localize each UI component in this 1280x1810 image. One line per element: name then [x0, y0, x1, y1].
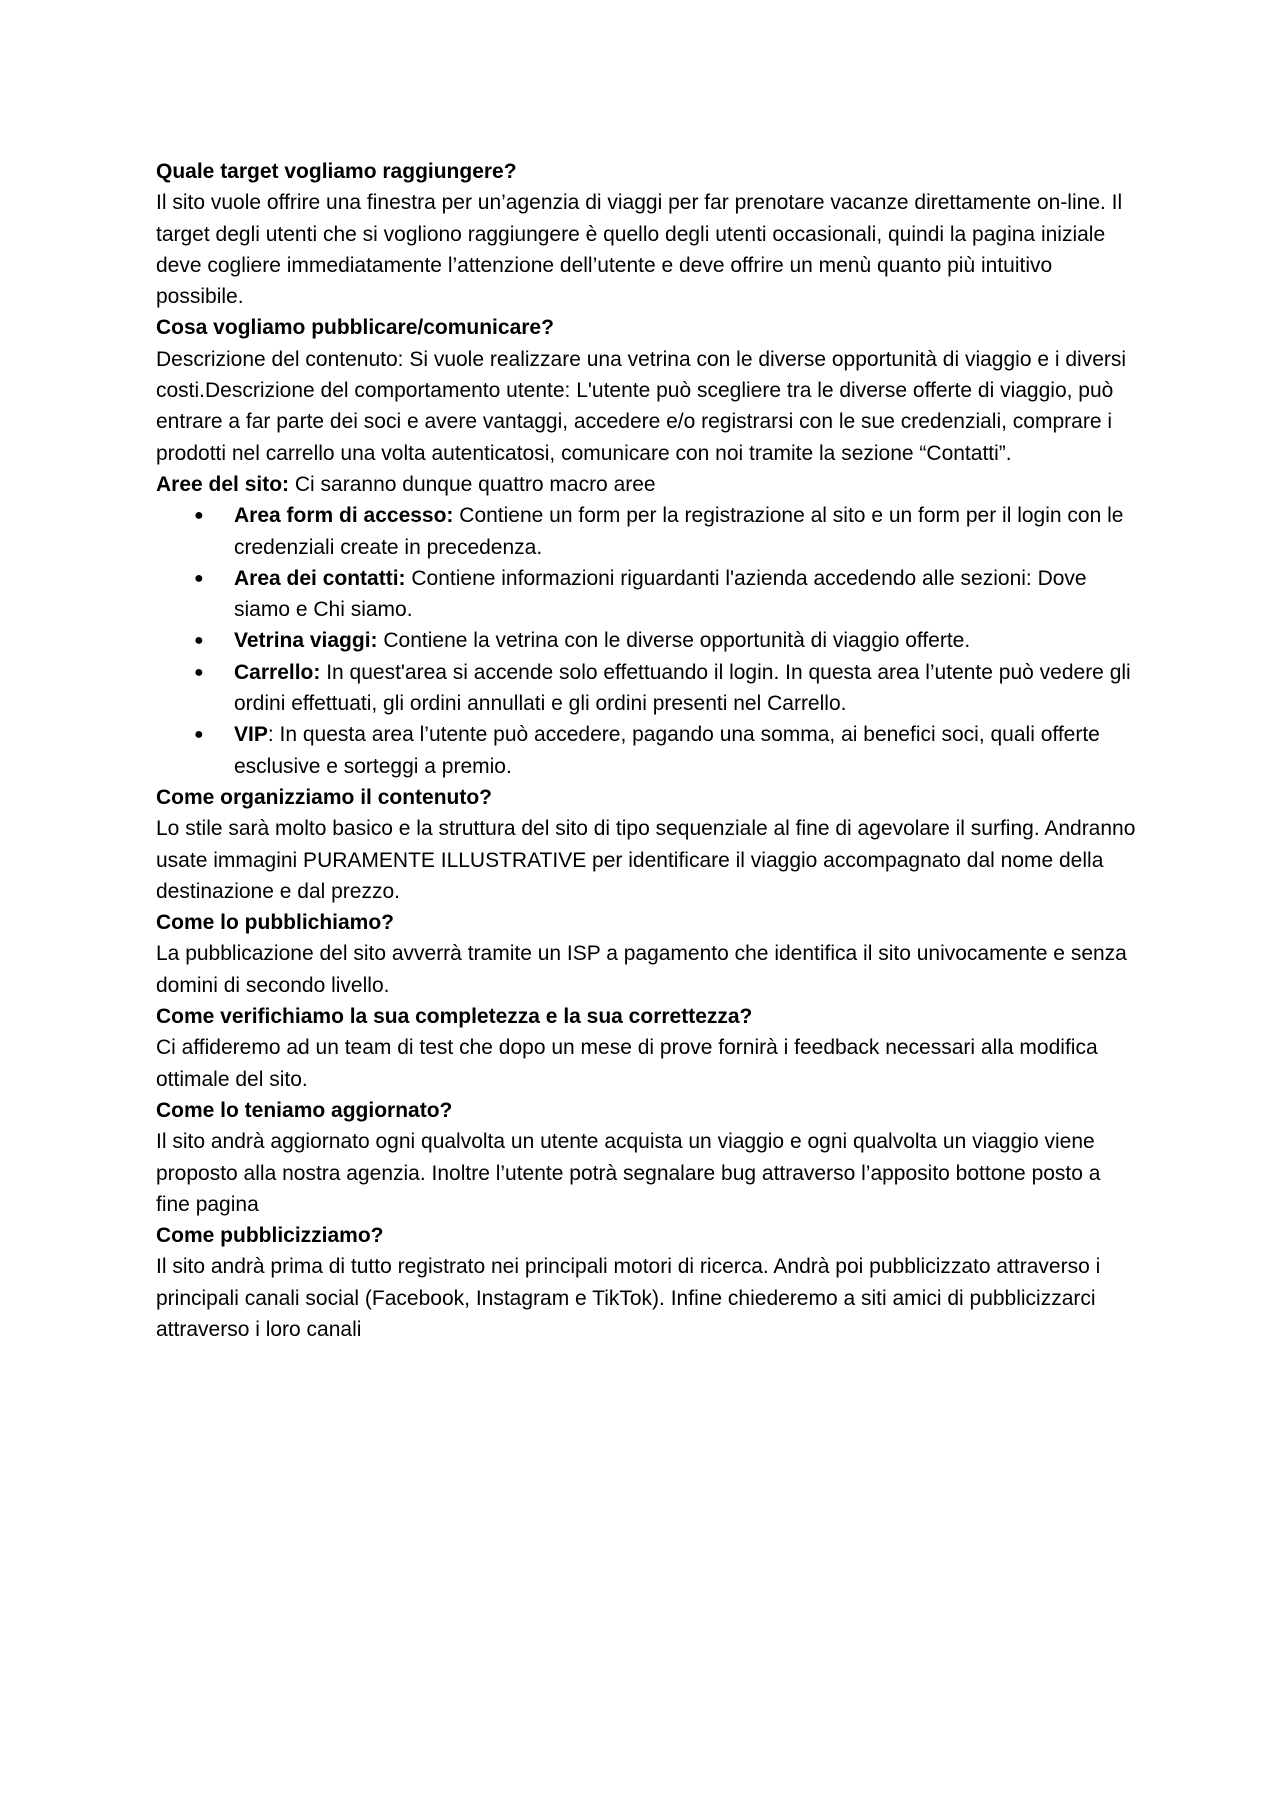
- section-heading-updates: Come lo teniamo aggiornato?: [156, 1098, 453, 1122]
- list-item: [156, 719, 1136, 782]
- section-body-publishing: La pubblicazione del sito avverrà tramite un ISP a pagamento che identifica il sito univocamente e senza domini di secondo livello.: [156, 942, 1127, 997]
- list-item-title: Area dei contatti:: [234, 566, 406, 590]
- areas-intro: [156, 469, 1136, 500]
- section-heading-target: Quale target vogliamo raggiungere?: [156, 160, 517, 183]
- section-heading-organization: Come organizziamo il contenuto?: [156, 785, 493, 809]
- list-item-text: : In questa area l’utente può accedere, pagando una somma, ai benefici soci, quali offerte esclusive e sorteggi a premio.: [234, 723, 1100, 778]
- list-item-text: In quest'area si accende solo effettuando il login. In questa area l’utente può vedere gli ordini effettuati, gli ordini annullati e gli ordini presenti nel Carrello.: [234, 660, 1131, 716]
- areas-label: Aree del sito:: [156, 472, 290, 496]
- list-item-title: VIP: [234, 723, 268, 747]
- list-item-text: Contiene la vetrina con le diverse opportunità di viaggio offerte.: [377, 629, 971, 653]
- areas-list: [156, 500, 1136, 782]
- bullet-icon: ●: [194, 632, 204, 650]
- list-item: [156, 500, 1136, 563]
- section-body-organization: Lo stile sarà molto basico e la struttura del sito di tipo sequenziale al fine di agevolare il surfing. Andranno usate immagini PURAMENTE ILLUSTRATIVE per identificare il viaggio accompagnato dal nome della destinazione e dal prezzo.: [156, 817, 1136, 903]
- bullet-icon: ●: [194, 663, 204, 681]
- section-body-updates: Il sito andrà aggiornato ogni qualvolta un utente acquista un viaggio e ogni qualvolta un viaggio viene proposto alla nostra agenzia. Inoltre l’utente potrà segnalare bug attraverso l’apposito bottone posto a fine pagina: [156, 1130, 1101, 1216]
- list-item: [156, 563, 1136, 626]
- section-heading-verification: Come verifichiamo la sua completezza e la sua correttezza?: [156, 1005, 753, 1029]
- list-item-text: Contiene informazioni riguardanti l'azienda accedendo alle sezioni: Dove siamo e Chi siamo.: [234, 566, 1087, 622]
- section-body-promotion: Il sito andrà prima di tutto registrato nei principali motori di ricerca. Andrà poi pubblicizzato attraverso i principali canali social (Facebook, Instagram e TikTok). Infine chiederemo a siti amici di pubblicizzarci attraverso i loro canali: [156, 1255, 1101, 1341]
- areas-intro-text: Ci saranno dunque quattro macro aree: [289, 472, 656, 496]
- section-body-content: Descrizione del contenuto: Si vuole realizzare una vetrina con le diverse opportunità di viaggio e i diversi costi.Descrizione del comportamento utente: L'utente può scegliere tra le diverse offerte di viaggio, può entrare a far parte dei soci e avere vantaggi, accedere e/o registrarsi con le sue credenziali, comprare i prodotti nel carrello una volta autenticatosi, comunicare con noi tramite la sezione “Contatti”.: [156, 347, 1127, 465]
- document-page: [156, 156, 1136, 1345]
- list-item: [156, 657, 1136, 720]
- bullet-icon: ●: [194, 507, 204, 525]
- section-heading-promotion: Come pubblicizziamo?: [156, 1224, 384, 1248]
- bullet-icon: ●: [194, 569, 204, 587]
- list-item: [156, 625, 1136, 656]
- list-item-title: Vetrina viaggi:: [234, 629, 378, 653]
- list-item-text: Contiene un form per la registrazione al sito e un form per il login con le credenziali create in precedenza.: [234, 504, 1124, 559]
- section-body-target: Il sito vuole offrire una finestra per un’agenzia di viaggi per far prenotare vacanze direttamente on-line. Il target degli utenti che si vogliono raggiungere è quello degli utenti occasionali, quindi la pagina iniziale deve cogliere immediatamente l’attenzione dell’utente e deve offrire un menù quanto più intuitivo possibile.: [156, 191, 1123, 309]
- section-heading-publishing: Come lo pubblichiamo?: [156, 911, 395, 935]
- list-item-title: Area form di accesso:: [234, 504, 454, 528]
- bullet-icon: ●: [194, 726, 204, 744]
- section-heading-content: Cosa vogliamo pubblicare/comunicare?: [156, 316, 554, 340]
- list-item-title: Carrello:: [234, 660, 321, 684]
- section-body-verification: Ci affideremo ad un team di test che dopo un mese di prove fornirà i feedback necessari alla modifica ottimale del sito.: [156, 1036, 1098, 1091]
